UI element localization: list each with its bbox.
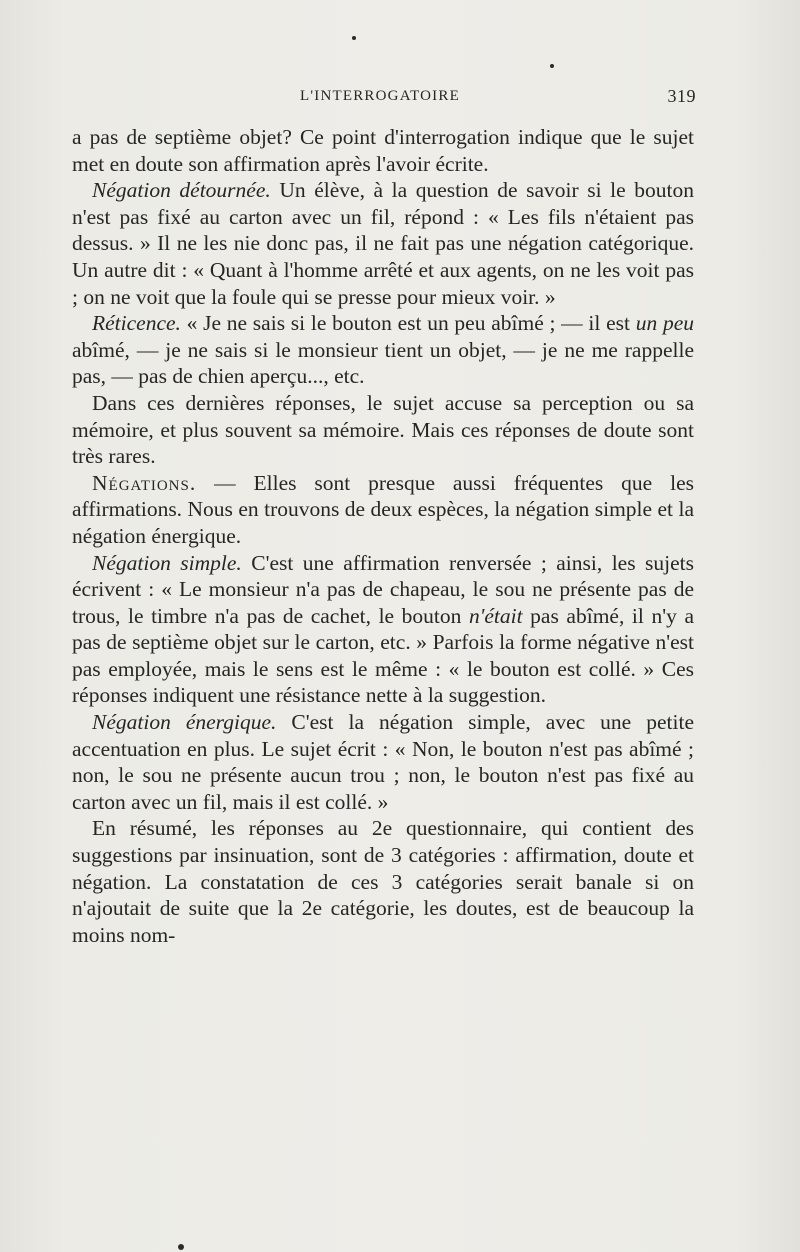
ink-speck bbox=[550, 64, 554, 68]
paragraph bbox=[72, 390, 694, 470]
paragraph bbox=[72, 709, 694, 815]
paragraph bbox=[72, 177, 694, 310]
paragraph bbox=[72, 470, 694, 550]
ink-speck bbox=[352, 36, 356, 40]
paragraph bbox=[72, 310, 694, 390]
paragraph-text: C'est une affirmation renversée ; ainsi, les sujets écrivent : « Le monsieur n'a pas de chapeau, le sou ne présente pas de trous, le timbre n'a pas de cachet, le bouton bbox=[72, 550, 694, 628]
paragraph-text: Un élève, à la question de savoir si le bouton n'est pas fixé au carton avec un fil, répond : « Les fils n'étaient pas dessus. » Il ne les nie donc pas, il ne fait pas une négation catégorique. Un autre dit : « Quant à l'homme arrêté et aux agents, on ne les voit pas ; on ne voit que la foule qui se presse pour mieux voir. » bbox=[72, 178, 694, 309]
paragraph bbox=[72, 550, 694, 710]
paragraph-text: « Je ne sais si le bouton est un peu abîmé ; — il est bbox=[180, 311, 636, 336]
paragraph-text: abîmé, — je ne sais si le monsieur tient un objet, — je ne me rappelle pas, — pas de chien aperçu..., etc. bbox=[72, 337, 694, 389]
paragraph-text: — Elles sont presque aussi fréquentes que les affirmations. Nous en trouvons de deux espèces, la négation simple et la négation énergique. bbox=[72, 470, 694, 548]
paragraph-text: a pas de septième objet? Ce point d'interrogation indique que le sujet met en doute son affirmation après l'avoir écrite. bbox=[72, 125, 694, 176]
emphasis-text: n'était bbox=[469, 603, 523, 628]
paragraph-lead: Négations. bbox=[92, 470, 197, 495]
paragraph-text: En résumé, les réponses au 2e questionnaire, qui contient des suggestions par insinuation, sont de 3 catégories : affirmation, doute et négation. La constatation de ces 3 catégories serait banale si on n'ajoutait de suite que la 2e catégorie, les doutes, est de beaucoup la moins nom- bbox=[72, 816, 694, 947]
page-number: 319 bbox=[667, 86, 696, 106]
paragraph bbox=[72, 124, 694, 177]
paragraph bbox=[72, 815, 694, 948]
paragraph-lead: Négation simple. bbox=[92, 550, 242, 575]
page-header bbox=[70, 88, 696, 114]
paragraph-text: C'est la négation simple, avec une petite accentuation en plus. Le sujet écrit : « Non, le bouton n'est pas abîmé ; non, le sou ne présente aucun trou ; non, le bouton n'est pas fixé au carton avec un fil, mais il est collé. » bbox=[72, 710, 694, 814]
emphasis-text: un peu bbox=[635, 311, 694, 336]
paragraph-text: pas abîmé, il n'y a pas de septième objet sur le carton, etc. » Parfois la forme négative n'est pas employée, mais le sens est le même : « le bouton est collé. » Ces réponses indiquent une résistance nette à la suggestion. bbox=[72, 603, 694, 708]
paragraph-lead: Réticence. bbox=[92, 311, 181, 336]
running-title: L'INTERROGATOIRE bbox=[300, 88, 460, 104]
paragraph-lead: Négation énergique. bbox=[92, 710, 277, 735]
paragraph-lead: Négation détournée. bbox=[92, 178, 271, 203]
paragraph-text: Dans ces dernières réponses, le sujet accuse sa perception ou sa mémoire, et plus souvent sa mémoire. Mais ces réponses de doute sont très rares. bbox=[72, 390, 694, 469]
body-text bbox=[72, 124, 694, 948]
ink-speck bbox=[178, 1244, 184, 1250]
